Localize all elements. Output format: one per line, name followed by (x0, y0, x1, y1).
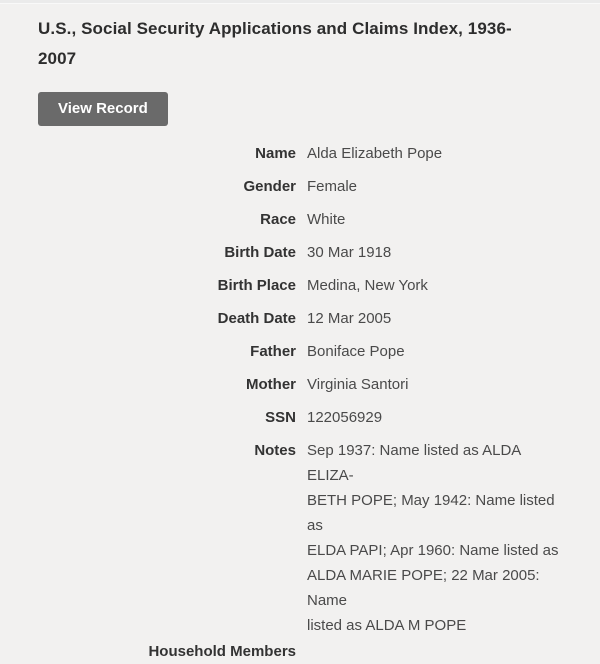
notes-line-2: BETH POPE; May 1942: Name listed as (307, 492, 555, 534)
view-record-button[interactable]: View Record (38, 92, 168, 126)
field-label-father: Father (250, 343, 296, 360)
record-row-death-date (38, 306, 562, 331)
field-label-notes: Notes (254, 442, 296, 459)
field-value-mother: Virginia Santori (307, 376, 409, 393)
field-value-birth-place: Medina, New York (307, 277, 428, 294)
field-value-name: Alda Elizabeth Pope (307, 145, 443, 162)
page-title-line-2: 2007 (38, 49, 77, 68)
field-value-notes (307, 438, 562, 638)
field-label-name: Name (255, 145, 296, 162)
notes-line-3: ELDA PAPI; Apr 1960: Name listed as (307, 542, 559, 559)
notes-line-1: Sep 1937: Name listed as ALDA ELIZA- (307, 442, 521, 484)
household-members-heading: Household Members (148, 643, 296, 660)
page-title-line-1: U.S., Social Security Applications and Claims Index, 1936- (38, 19, 512, 38)
notes-line-4: ALDA MARIE POPE; 22 Mar 2005: Name (307, 567, 540, 609)
record-row-ssn (38, 405, 562, 430)
record-row-notes (38, 438, 562, 638)
field-label-race: Race (260, 211, 296, 228)
field-label-ssn: SSN (265, 409, 296, 426)
field-label-birth-place: Birth Place (217, 277, 296, 294)
page-title (38, 14, 562, 74)
record-row-father (38, 339, 562, 364)
record-summary-panel (0, 4, 600, 664)
record-row-race (38, 207, 562, 232)
record-row-mother (38, 372, 562, 397)
record-row-gender (38, 174, 562, 199)
field-value-ssn: 122056929 (307, 409, 383, 426)
record-row-birth-date (38, 240, 562, 265)
record-row-household-members (38, 639, 562, 664)
field-label-mother: Mother (246, 376, 296, 393)
field-value-birth-date: 30 Mar 1918 (307, 244, 392, 261)
field-label-birth-date: Birth Date (224, 244, 296, 261)
record-field-table (38, 141, 562, 664)
field-value-gender: Female (307, 178, 358, 195)
field-label-gender: Gender (243, 178, 296, 195)
field-value-race: White (307, 211, 346, 228)
record-row-name (38, 141, 562, 166)
record-row-birth-place (38, 273, 562, 298)
field-value-father: Boniface Pope (307, 343, 405, 360)
field-label-death-date: Death Date (217, 310, 296, 327)
field-value-death-date: 12 Mar 2005 (307, 310, 392, 327)
notes-line-5: listed as ALDA M POPE (307, 617, 467, 634)
